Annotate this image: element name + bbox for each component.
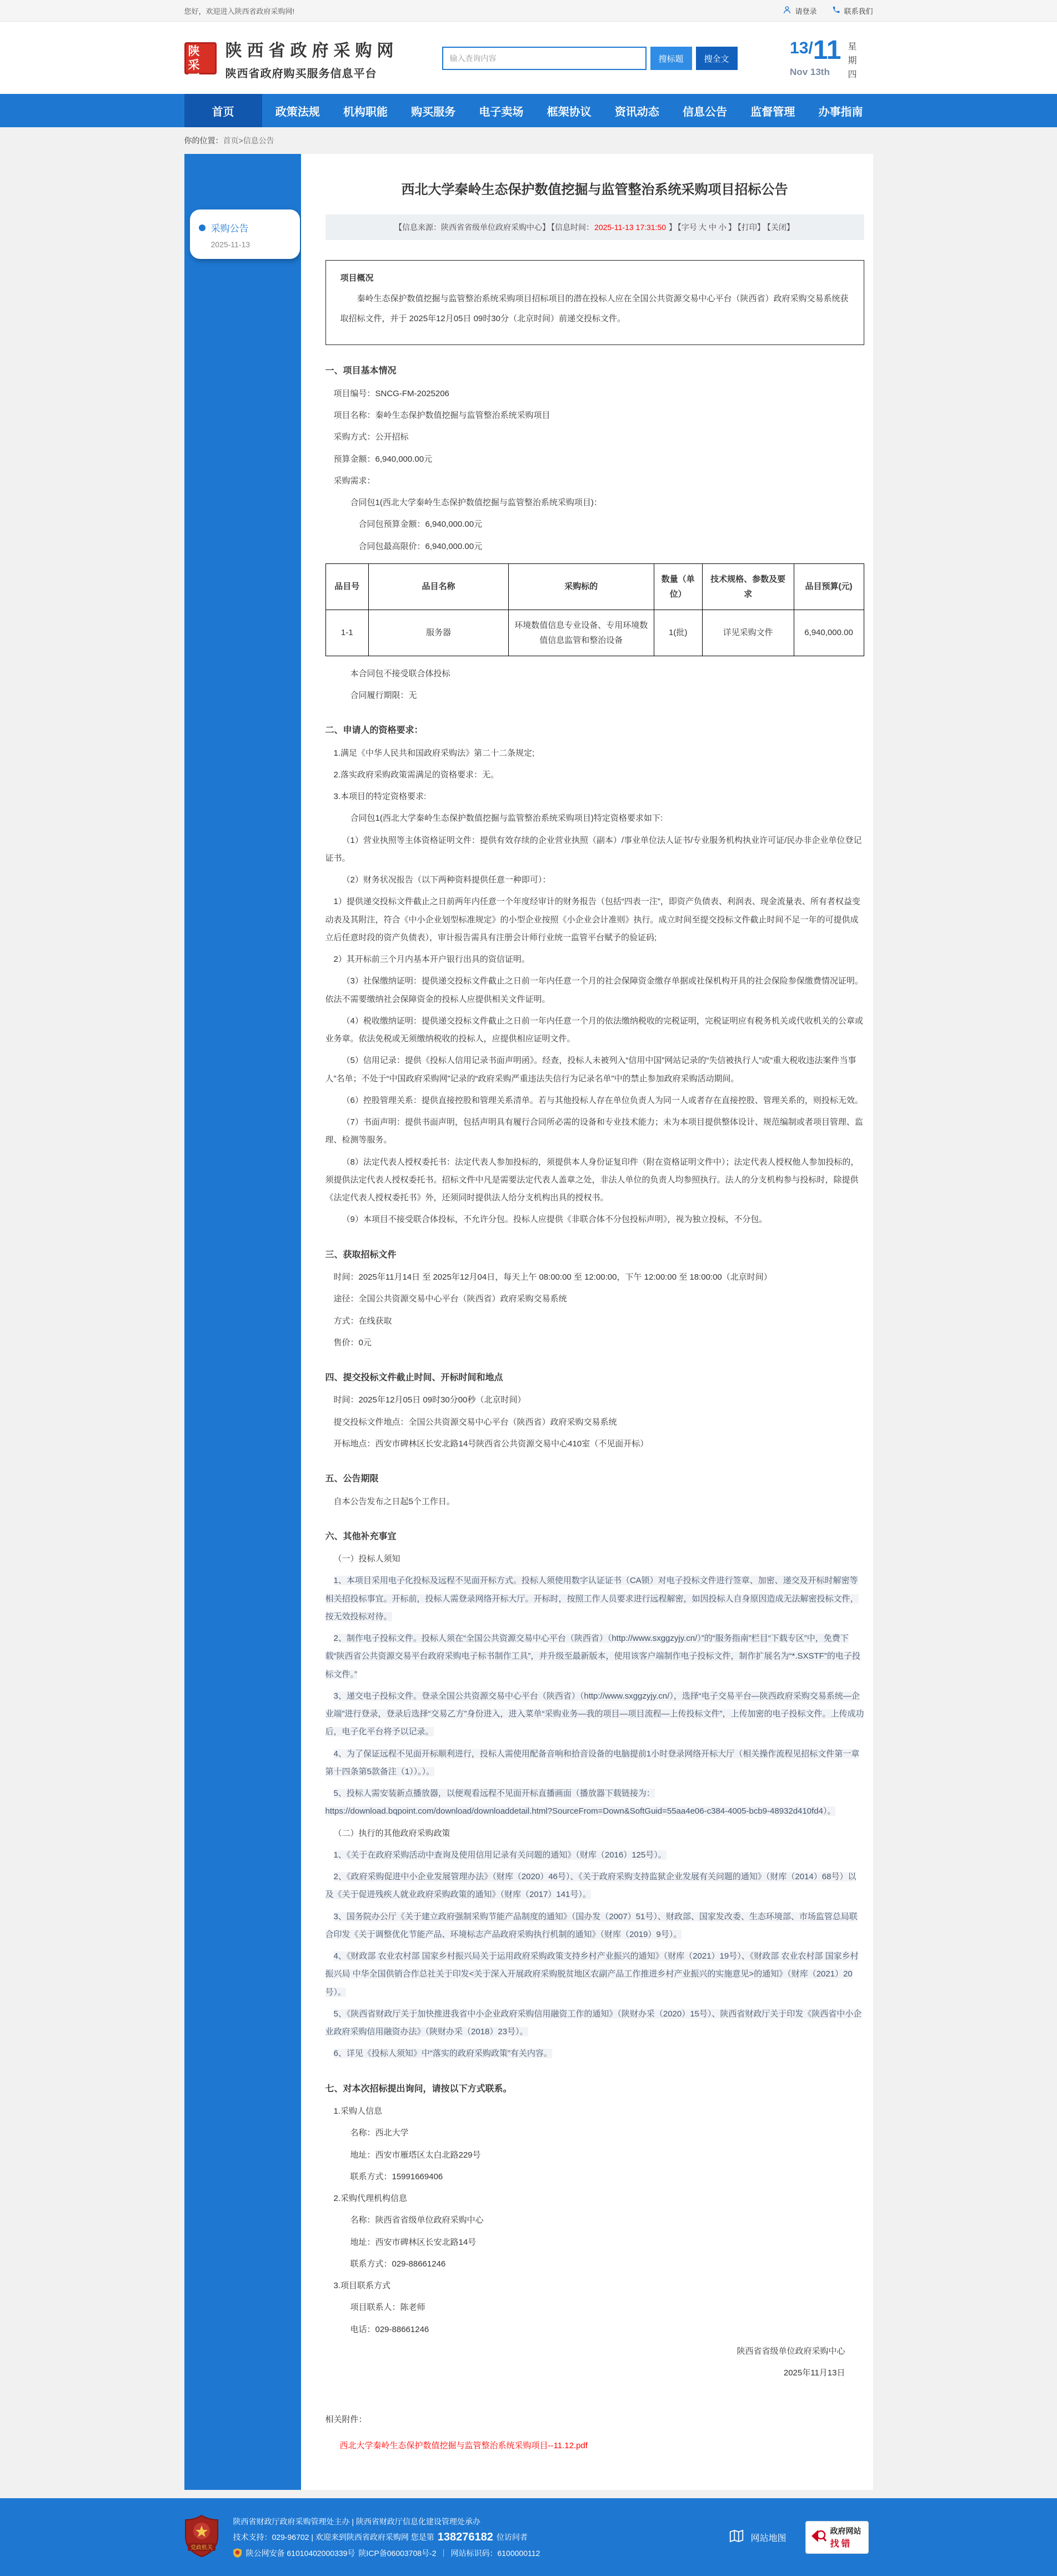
font-small-button[interactable]: 小 bbox=[718, 223, 727, 232]
article-title: 西北大学秦岭生态保护数值挖掘与监管整治系统采购项目招标公告 bbox=[401, 182, 788, 198]
sidebar-category-card[interactable] bbox=[190, 209, 300, 259]
article-paragraph: 2）其开标前三个月内基本开户银行出具的资信证明。 bbox=[333, 955, 530, 965]
article-paragraph: 4、为了保证远程不见面开标顺利进行，投标人需使用配备音响和拾音设备的电脑提前1小时登录网络开标大厅（相关操作流程见招标文件第一章第十四条第5款备注（1））。）。 bbox=[325, 1749, 860, 1776]
nav-item-6[interactable]: 框架协议 bbox=[547, 106, 592, 118]
article-paragraph: 合同履行期限：无 bbox=[350, 691, 417, 701]
date-month: 11 bbox=[813, 36, 841, 65]
article-paragraph: 1、《关于在政府采购活动中查询及使用信用记录有关问题的通知》（财库（2016）125号）。 bbox=[333, 1850, 667, 1860]
article-paragraph: 项目联系人：陈老师 bbox=[350, 2303, 425, 2313]
article-paragraph: （一）投标人须知 bbox=[333, 1554, 400, 1564]
meta-font-end: 】 bbox=[728, 223, 736, 232]
site-subtitle: 陕西省政府购买服务信息平台 bbox=[225, 67, 377, 80]
breadcrumb: 你的位置： 首页 > 信息公告 bbox=[184, 136, 274, 146]
article-paragraph: 联系方式：029-88661246 bbox=[350, 2259, 446, 2269]
article-paragraph: 陕西省省级单位政府采购中心 bbox=[737, 2346, 845, 2356]
article-paragraph: （2）财务状况报告（以下两种资料提供任意一种即可）： bbox=[342, 875, 551, 885]
table-header: 技术规格、参数及要求 bbox=[702, 563, 794, 610]
security-badge-icon bbox=[233, 2548, 242, 2558]
sidebar-category-date: 2025-11-13 bbox=[211, 240, 251, 249]
article-paragraph: 合同包最高限价：6,940,000.00元 bbox=[358, 541, 483, 551]
table-header: 数量（单位） bbox=[654, 563, 702, 610]
sitemap-icon bbox=[728, 2528, 745, 2547]
article-paragraph: 2、《政府采购促进中小企业发展管理办法》（财库（2020）46号）、《关于政府采购支持监狱企业发展有关问题的通知》（财库（2014）68号）以及《关于促进残疾人就业政府采购政策的通知》（财库（2017）141号）。 bbox=[325, 1872, 856, 1900]
article-paragraph: 自本公告发布之日起5个工作日。 bbox=[333, 1496, 455, 1506]
section-heading: 七、对本次招标提出询问，请按以下方式联系。 bbox=[325, 2084, 512, 2094]
article-paragraph: 方式：在线获取 bbox=[333, 1316, 392, 1326]
article-paragraph: 2.采购代理机构信息 bbox=[333, 2194, 408, 2204]
search-input[interactable] bbox=[442, 47, 647, 70]
article-paragraph: （二）执行的其他政府采购政策 bbox=[333, 1828, 450, 1838]
article-paragraph: 1.满足《中华人民共和国政府采购法》第二十二条规定; bbox=[333, 748, 535, 758]
meta-font-label: 【字号 bbox=[677, 223, 697, 232]
nav-item-2[interactable]: 政策法规 bbox=[275, 106, 320, 118]
article-paragraph: 预算金额：6,940,000.00元 bbox=[333, 454, 433, 464]
items-table bbox=[325, 563, 864, 656]
breadcrumb-home[interactable]: 首页 bbox=[223, 136, 239, 146]
attachment-section bbox=[325, 2413, 864, 2451]
footer-record-line: 陕公网安备 61010402000339号 陕ICP备06003708号-2 ｜ 网站标识码：6100000112 bbox=[233, 2548, 540, 2559]
article-content bbox=[301, 154, 873, 2490]
date-day: 13/ bbox=[790, 39, 813, 57]
date-english: Nov 13th bbox=[790, 67, 830, 77]
welcome-text: 您好，欢迎进入陕西省政府采购网! bbox=[184, 7, 295, 16]
project-overview-box bbox=[325, 260, 864, 345]
section-heading: 二、申请人的资格要求： bbox=[325, 726, 423, 736]
site-title: 陕西省政府采购网 bbox=[225, 41, 399, 60]
table-header: 品目号 bbox=[325, 563, 369, 610]
article-paragraph: （1）营业执照等主体资格证明文件：提供有效存续的企业营业执照（副本）/事业单位法人证书/专业服务机构执业许可证/民办非企业单位登记证书。 bbox=[325, 835, 862, 863]
section-heading: 四、提交投标文件截止时间、开标时间和地点 bbox=[325, 1373, 503, 1383]
article-paragraph: （4）税收缴纳证明：提供递交投标文件截止之日前一年内任意一个月的依法缴纳税收的完税证明，完税证明应有税务机关或代收机关的公章或业务章。依法免税或无须缴纳税收的投标人，应提供相应证明文件。 bbox=[325, 1016, 863, 1044]
footer-organizer-line: 陕西省财政厅政府采购管理处主办 | 陕西省财政厅信息化建设管理处承办 bbox=[233, 2517, 480, 2526]
article-paragraph: 时间：2025年11月14日 至 2025年12月04日，每天上午 08:00:00 至 12:00:00，下午 12:00:00 至 18:00:00（北京时间） bbox=[333, 1272, 772, 1282]
article-paragraph: 3.项目联系方式 bbox=[333, 2281, 391, 2291]
nav-item-4[interactable]: 购买服务 bbox=[411, 106, 456, 118]
article-meta-bar bbox=[325, 214, 864, 240]
nav-item-3[interactable]: 机构职能 bbox=[343, 106, 388, 118]
breadcrumb-current[interactable]: 信息公告 bbox=[243, 136, 274, 146]
section-heading: 三、获取招标文件 bbox=[325, 1250, 397, 1260]
article-paragraph: 1.采购人信息 bbox=[333, 2106, 383, 2116]
close-button[interactable]: 【关闭】 bbox=[767, 223, 794, 232]
article-paragraph: 售价：0元 bbox=[333, 1337, 372, 1347]
article-paragraph: （3）社保缴纳证明：提供递交投标文件截止之日前一年内任意一个月的社会保障资金缴存单据或社保机构开具的社会保险参保缴费情况证明。依法不需要缴纳社会保障资金的投标人应提供相关文件证明。 bbox=[325, 976, 863, 1004]
article-paragraph: 途径：全国公共资源交易中心平台（陕西省）政府采购交易系统 bbox=[333, 1294, 567, 1304]
footer-support-line: 技术支持：029-96702 | 欢迎来到陕西省政府采购网 您是第 138276182 位访问者 bbox=[233, 2530, 528, 2543]
sitemap-link[interactable]: 网站地图 bbox=[728, 2528, 786, 2547]
overview-heading: 项目概况 bbox=[340, 273, 374, 283]
nav-item-1[interactable]: 首页 bbox=[184, 94, 262, 127]
site-logo: 政陕 采西 bbox=[184, 42, 217, 74]
section-heading: 一、项目基本情况 bbox=[325, 366, 397, 376]
attachment-label: 相关附件： bbox=[325, 2415, 367, 2425]
nav-item-10[interactable]: 办事指南 bbox=[818, 106, 863, 118]
article-paragraph: 3、国务院办公厅《关于建立政府强制采购节能产品制度的通知》（国办发（2007）51号）、财政部、国家发改委、生态环境部、市场监管总局联合印发《关于调整优化节能产品、环境标志产品政府采购执行机制的通知》（财库（2019）9号）。 bbox=[325, 1911, 858, 1939]
article-paragraph: 1）提供递交投标文件截止之日前两年内任意一个年度经审计的财务报告（包括“四表一注”，即资产负债表、利润表、现金流量表、所有者权益变动表及其附注，符合《中小企业划型标准规定》的小型企业按照《小企业会计准则》执行。成立时间至提交投标文件截止时间不足一年的可提供成立后任意时段的资产负债表），审计报告需具有注册会计师行业统一监管平台赋予的验证码; bbox=[325, 897, 860, 942]
article-paragraph: 合同包1(西北大学秦岭生态保护数值挖掘与监管整治系统采购项目)： bbox=[350, 498, 602, 508]
icp-record[interactable]: 陕ICP备06003708号-2 bbox=[358, 2548, 437, 2558]
article-paragraph: 2、制作电子投标文件。投标人须在“全国公共资源交易中心平台（陕西省）（http://www.sxggzyjy.cn/）”的“服务指南”栏目“下载专区”中，免费下载“陕西省公共资源交易平台政府采购电子标书制作工具”，并升级至最新版本，使用该客户端制作电子投标文件，制作扩展名为“*.SXSTF”的电子投标文件。” bbox=[325, 1634, 860, 1679]
bullet-icon bbox=[199, 224, 206, 231]
article-paragraph: （7）书面声明：提供书面声明，包括声明具有履行合同所必需的设备和专业技术能力；未为本项目提供整体设计、规范编制或者项目管理、监理、检测等服务。 bbox=[325, 1117, 863, 1145]
article-paragraph: 名称：陕西省省级单位政府采购中心 bbox=[350, 2215, 484, 2225]
table-header: 品目预算(元) bbox=[794, 563, 864, 610]
article-paragraph: 5、投标人需安装新点播放器，以便观看远程不见面开标直播画面（播放器下载链接为：https://download.bqpoint.com/download/downloaddetail.html?SourceFrom=Down&SoftGuid=55aa4e06-c384-4005-bcb9-48932d410fd4）。 bbox=[325, 1789, 836, 1816]
sidebar-category-label: 采购公告 bbox=[211, 223, 249, 234]
site-header bbox=[0, 22, 1057, 94]
meta-time-value: 2025-11-13 17:31:50 bbox=[594, 223, 667, 232]
article-paragraph: 本合同包不接受联合体投标 bbox=[350, 668, 450, 678]
article-paragraph: 采购方式：公开招标 bbox=[333, 432, 409, 442]
article-paragraph: 地址：西安市雁塔区太白北路229号 bbox=[350, 2150, 481, 2160]
article-paragraph: 合同包预算金额：6,940,000.00元 bbox=[358, 520, 483, 530]
article-paragraph: （8）法定代表人授权委托书：法定代表人参加投标的，须提供本人身份证复印件（附在资格证明文件中）；法定代表人授权他人参加投标的，须提供法定代表人授权委托书。招标文件中凡是需要法定代表人盖章之处，非法人单位的负责人均参照执行。法人的分支机构参与投标时，除提供《法定代表人授权委托书》外，还须同时提供法人给分支机构出具的授权书。 bbox=[325, 1157, 859, 1203]
topbar bbox=[0, 0, 1057, 22]
sidebar bbox=[184, 154, 301, 2490]
nav-item-5[interactable]: 电子卖场 bbox=[479, 106, 524, 118]
nav-item-7[interactable]: 资讯动态 bbox=[614, 106, 659, 118]
article-paragraph: 提交投标文件地点：全国公共资源交易中心平台（陕西省）政府采购交易系统 bbox=[333, 1417, 617, 1427]
section-heading: 六、其他补充事宜 bbox=[325, 1531, 397, 1541]
attachment-pdf-link[interactable]: 西北大学秦岭生态保护数值挖掘与监管整治系统采购项目--11.12.pdf bbox=[339, 2441, 588, 2451]
meta-time-label: 【信息时间： bbox=[551, 223, 594, 232]
section-heading: 五、公告期限 bbox=[325, 1474, 379, 1484]
article-paragraph: 5、《陕西省财政厅关于加快推进我省中小企业政府采购信用融资工作的通知》（陕财办采（2020）15号）、陕西省财政厅关于印发《陕西省中小企业政府采购信用融资办法》（陕财办采（2018）23号）。 bbox=[325, 2009, 862, 2037]
nav-item-9[interactable]: 监督管理 bbox=[750, 106, 795, 118]
overview-body: 秦岭生态保护数值挖掘与监管整治系统采购项目招标项目的潜在投标人应在全国公共资源交易中心平台（陕西省）政府采购交易系统获取招标文件，并于 2025年12月05日 09时30分（北京时间）前递交投标文件。 bbox=[340, 294, 849, 324]
search-box bbox=[442, 47, 738, 70]
date-widget bbox=[790, 35, 873, 82]
site-footer bbox=[0, 2498, 1057, 2576]
article-body bbox=[325, 362, 864, 2382]
main-nav bbox=[0, 94, 1057, 127]
party-emblem-icon bbox=[184, 2514, 219, 2560]
search-title-button[interactable]: 搜标题 bbox=[650, 47, 692, 70]
error-finder-icon bbox=[810, 2528, 827, 2547]
contact-link[interactable]: 联系我们 bbox=[832, 6, 873, 16]
print-button[interactable]: 【打印】 bbox=[737, 223, 765, 232]
date-weekday: 星期四 bbox=[848, 42, 857, 79]
article-paragraph: 电话：029-88661246 bbox=[350, 2324, 429, 2334]
font-medium-button[interactable]: 中 bbox=[708, 223, 717, 232]
article-paragraph: （9）本项目不接受联合体投标，不允许分包。投标人应提供《非联合体不分包投标声明》，视为独立投标，不分包。 bbox=[342, 1215, 768, 1225]
article-paragraph: 2025年11月13日 bbox=[783, 2368, 845, 2378]
article-paragraph: 联系方式：15991669406 bbox=[350, 2171, 443, 2181]
visitor-count: 138276182 bbox=[437, 2530, 493, 2543]
login-link[interactable]: 请登录 bbox=[783, 6, 816, 16]
article-paragraph: 采购需求： bbox=[333, 476, 375, 486]
search-fulltext-button[interactable]: 搜全文 bbox=[696, 47, 738, 70]
article-paragraph: 3、递交电子投标文件。登录全国公共资源交易中心平台（陕西省）（http://www.sxggzyjy.cn/），选择“电子交易平台—陕西政府采购交易系统—企业端”进行登录，登录后选择“交易乙方”身份进入，进入菜单“采购业务—我的项目—项目流程—上传投标文件”，上传加密的电子投标文件。上传成功后，电子化平台将予以记录。 bbox=[325, 1691, 864, 1737]
meta-source: 【信息来源：陕西省省级单位政府采购中心】 bbox=[394, 223, 550, 232]
table-header: 采购标的 bbox=[508, 563, 654, 610]
article-paragraph: 地址：西安市碑林区长安北路14号 bbox=[350, 2237, 477, 2247]
article-paragraph: 4、《财政部 农业农村部 国家乡村振兴局关于运用政府采购政策支持乡村产业振兴的通知》（财库（2021）19号）、《财政部 农业农村部 国家乡村振兴局 中华全国供销合作总社关于印发<关于深入开展政府采购脱贫地区农副产品工作推进乡村产业振兴的实施意见>的通知》（财库（2021）20号）。 bbox=[325, 1951, 859, 1997]
site-code: 网站标识码：6100000112 bbox=[450, 2548, 540, 2558]
phone-icon bbox=[832, 6, 840, 16]
article-paragraph: 2.落实政府采购政策需满足的资格要求：无。 bbox=[333, 770, 499, 780]
article-paragraph: 项目编号：SNCG-FM-2025206 bbox=[333, 388, 449, 398]
article-paragraph: （5）信用记录：提供《投标人信用记录书面声明函》。经查，投标人未被列入“信用中国”网站记录的“失信被执行人”或“重大税收违法案件当事人”名单；不处于“中国政府采购网”记录的“政府采购严重违法失信行为记录名单”中的禁止参加政府采购活动期间。 bbox=[325, 1056, 856, 1084]
table-row: 1-1 服务器 环境数值信息专业设备、专用环境数值信息监管和整治设备 1(批) 详见采购文件 6,940,000.00 bbox=[325, 610, 864, 656]
article-paragraph: 名称：西北大学 bbox=[350, 2128, 409, 2138]
article-paragraph: （6）控股管理关系：提供直接控股和管理关系清单。若与其他投标人存在单位负责人为同一人或者存在直接控股、管理关系的，则投标无效。 bbox=[342, 1095, 863, 1105]
article-paragraph: 开标地点：西安市碑林区长安北路14号陕西省公共资源交易中心410室（不见面开标） bbox=[333, 1439, 649, 1449]
article-paragraph: 时间：2025年12月05日 09时30分00秒（北京时间） bbox=[333, 1395, 526, 1405]
article-paragraph: 项目名称：秦岭生态保护数值挖掘与监管整治系统采购项目 bbox=[333, 411, 550, 421]
font-large-button[interactable]: 大 bbox=[698, 223, 707, 232]
meta-time-end: 】 bbox=[667, 223, 677, 232]
article-paragraph: 6、详见《投标人须知》中“落实的政府采购政策”有关内容。 bbox=[333, 2049, 552, 2059]
user-icon bbox=[783, 6, 792, 16]
svg-text:党政机关: 党政机关 bbox=[190, 2544, 213, 2551]
gov-site-error-badge[interactable]: 政府网站 找错 bbox=[805, 2521, 869, 2554]
security-record[interactable]: 陕公网安备 61010402000339号 bbox=[246, 2548, 355, 2558]
article-paragraph: 3.本项目的特定资格要求: bbox=[333, 792, 427, 802]
nav-item-8[interactable]: 信息公告 bbox=[683, 106, 728, 118]
table-header: 品目名称 bbox=[369, 563, 509, 610]
article-paragraph: 1、本项目采用电子化投标及远程不见面开标方式。投标人须使用数字认证证书（CA锁）对电子投标文件进行签章、加密、递交及开标时解密等相关招投标事宜。开标前，投标人需登录网络开标大厅。开标时，按照工作人员要求进行远程解密，如因投标人自身原因造成无法解密投标文件，按无效投标对待。 bbox=[325, 1576, 859, 1621]
article-paragraph: 合同包1(西北大学秦岭生态保护数值挖掘与监管整治系统采购项目)特定资格要求如下: bbox=[350, 813, 663, 823]
